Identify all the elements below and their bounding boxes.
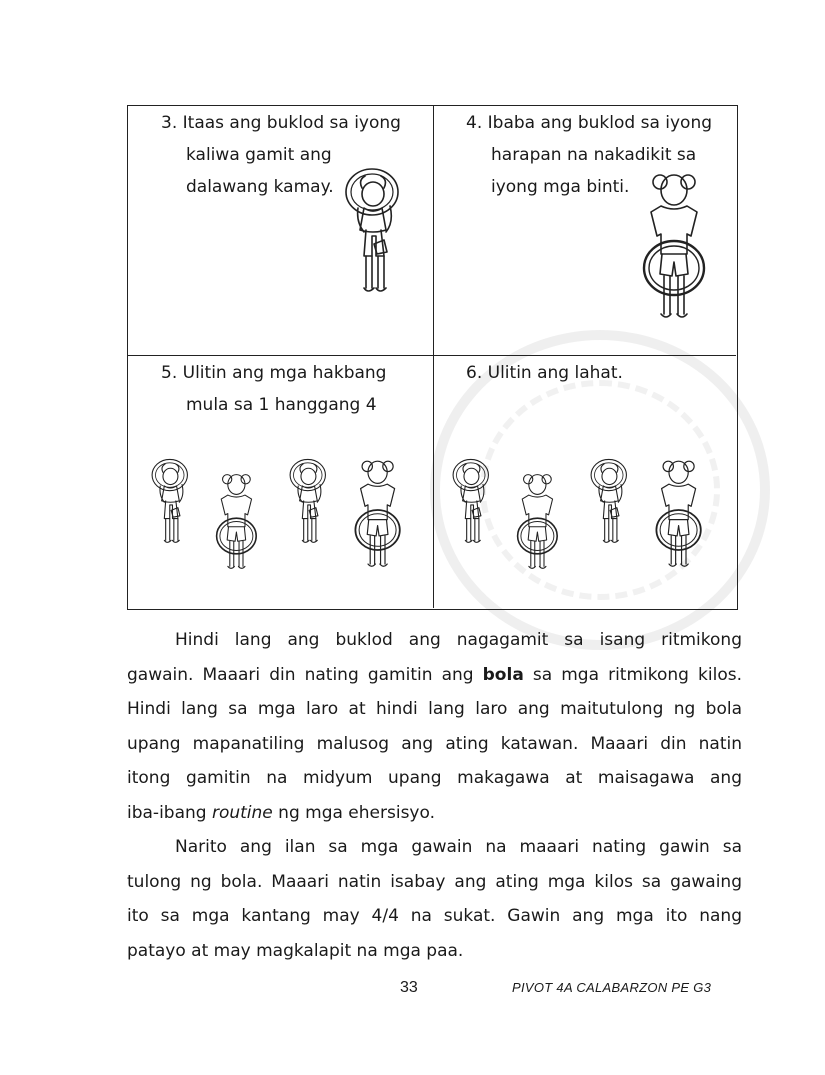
child-hoop-lowered-illustration xyxy=(634,168,734,348)
paragraph-ball-intro: Hindi lang ang buklod ang nagagamit sa isang ritmikong gawain. Maaari din nating gamitin ang bola sa mga ritmikong kilos. Hindi lang sa mga laro at hindi lang laro ang maitutulong ng bola upang mapanatiling malusog ang ating katawan. Maaari din natin itong gamitin na midyum upang makagawa at maisagawa ang iba-ibang routine ng mga ehersisyo. xyxy=(127,630,742,823)
step-5-text: 5. Ulitin ang mga hakbang mula sa 1 hanggang 4 xyxy=(161,363,387,415)
step-3-cell xyxy=(128,106,434,356)
step-4-cell xyxy=(434,106,736,356)
step-6-cell xyxy=(434,356,736,608)
paragraph-ball-activities: Narito ang ilan sa mga gawain na maaari nating gawin sa tulong ng bola. Maaari natin isabay ang ating mga kilos sa gawaing ito sa mga kantang may 4/4 na sukat. Gawin ang mga ito nang patayo at may magkalapit na mga paa. xyxy=(127,837,742,961)
step-6-text: 6. Ulitin ang lahat. xyxy=(466,363,623,383)
step-3-text: 3. Itaas ang buklod sa iyong kaliwa gamit ang dalawang kamay. xyxy=(161,113,401,197)
page-number: 33 xyxy=(400,979,418,996)
step-4-text: 4. Ibaba ang buklod sa iyong harapan na nakadikit sa iyong mga binti. xyxy=(466,113,713,197)
keyword-bola: bola xyxy=(482,664,524,685)
steps-table xyxy=(127,105,738,610)
child-hoop-raised-left-illustration xyxy=(340,164,430,354)
keyword-routine: routine xyxy=(211,802,273,823)
sequence-illustration-steps-1-4 xyxy=(148,456,428,606)
step-5-cell xyxy=(128,356,434,608)
repeat-all-illustration xyxy=(449,456,734,606)
footer-title: PIVOT 4A CALABARZON PE G3 xyxy=(512,980,712,995)
